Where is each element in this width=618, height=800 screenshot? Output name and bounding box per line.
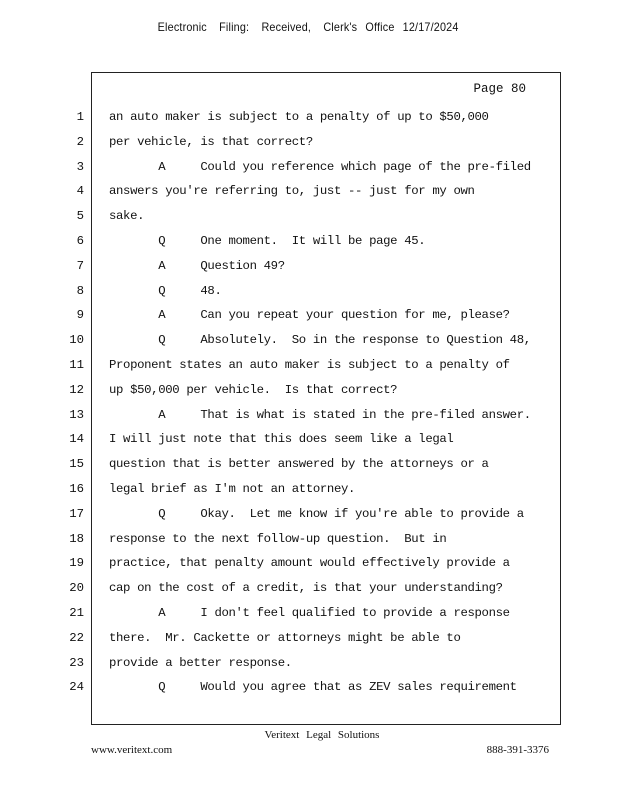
transcript-line: [0, 631, 618, 651]
line-number: 20: [69, 581, 84, 596]
line-text: legal brief as I'm not an attorney.: [109, 482, 356, 496]
line-number: 16: [69, 482, 84, 496]
transcript-line: [0, 259, 618, 279]
line-number: 15: [69, 457, 84, 472]
line-text: Q One moment. It will be page 45.: [109, 234, 426, 248]
transcript-line: [0, 234, 618, 254]
line-number: 7: [76, 258, 84, 273]
transcript-line: [0, 284, 618, 304]
line-number: 9: [76, 308, 84, 323]
line-number: 22: [69, 630, 84, 645]
footer-website: www.veritext.com: [91, 744, 173, 756]
line-number: 13: [69, 407, 84, 422]
transcript-line: [0, 408, 618, 428]
line-number: 1: [76, 110, 84, 124]
transcript-line: [0, 532, 618, 552]
line-text: Proponent states an auto maker is subject to a penalty of: [109, 358, 510, 372]
line-number: 3: [76, 159, 84, 174]
transcript-line: [0, 432, 618, 452]
page-number: Page 80: [473, 82, 526, 96]
line-text: A Can you repeat your question for me, please?: [109, 308, 510, 323]
footer-phone: 888-391-3376: [486, 744, 549, 756]
line-text: Q Okay. Let me know if you're able to provide a: [109, 506, 524, 521]
line-text: per vehicle, is that correct?: [109, 134, 313, 149]
line-number: 24: [69, 680, 84, 695]
line-text: answers you're referring to, just -- just for my own: [109, 184, 475, 199]
transcript-line: [0, 135, 618, 155]
transcript-line: [0, 457, 618, 477]
line-text: A Could you reference which page of the pre-filed: [109, 159, 531, 174]
footer-company: Veritext Legal Solutions: [264, 729, 380, 741]
transcript-line: [0, 184, 618, 204]
line-number: 10: [69, 333, 84, 348]
line-text: practice, that penalty amount would effectively provide a: [109, 556, 510, 571]
transcript-line: [0, 358, 618, 378]
line-number: 8: [76, 283, 84, 298]
transcript-line: [0, 680, 618, 700]
line-text: there. Mr. Cackette or attorneys might be able to: [109, 630, 461, 645]
line-number: 17: [69, 506, 84, 521]
line-text: an auto maker is subject to a penalty of up to $50,000: [109, 110, 489, 124]
transcript-line: [0, 160, 618, 180]
transcript-line: [0, 209, 618, 229]
line-number: 23: [69, 655, 84, 670]
transcript-line: [0, 383, 618, 403]
line-text: question that is better answered by the attorneys or a: [109, 457, 489, 472]
line-number: 11: [69, 358, 84, 372]
transcript-line: [0, 308, 618, 328]
filing-stamp-header: Electronic Filing: Received, Clerk's Office 12/17/2024: [157, 20, 459, 34]
line-number: 21: [69, 606, 84, 620]
line-number: 2: [76, 134, 84, 149]
line-number: 19: [69, 556, 84, 571]
transcript-line: [0, 110, 618, 130]
transcript-line: [0, 606, 618, 626]
line-text: cap on the cost of a credit, is that your understanding?: [109, 581, 503, 596]
transcript-line: [0, 507, 618, 527]
line-text: A I don't feel qualified to provide a response: [109, 606, 510, 620]
line-number: 5: [76, 209, 84, 224]
line-number: 18: [69, 531, 84, 546]
line-text: Q Would you agree that as ZEV sales requirement: [109, 680, 517, 695]
line-number: 12: [69, 382, 84, 397]
transcript-line: [0, 656, 618, 676]
line-text: sake.: [109, 209, 145, 224]
line-text: A That is what is stated in the pre-filed answer.: [109, 407, 531, 422]
transcript-line: [0, 482, 618, 502]
line-text: I will just note that this does seem like a legal: [109, 432, 454, 447]
line-text: response to the next follow-up question. But in: [109, 531, 447, 546]
line-number: 6: [76, 234, 84, 248]
line-text: Q 48.: [109, 283, 222, 298]
line-number: 4: [76, 184, 84, 199]
line-number: 14: [69, 432, 84, 447]
line-text: provide a better response.: [109, 655, 292, 670]
transcript-line: [0, 333, 618, 353]
line-text: A Question 49?: [109, 258, 285, 273]
transcript-line: [0, 581, 618, 601]
transcript-line: [0, 556, 618, 576]
line-text: up $50,000 per vehicle. Is that correct?: [109, 382, 398, 397]
line-text: Q Absolutely. So in the response to Question 48,: [109, 333, 531, 348]
